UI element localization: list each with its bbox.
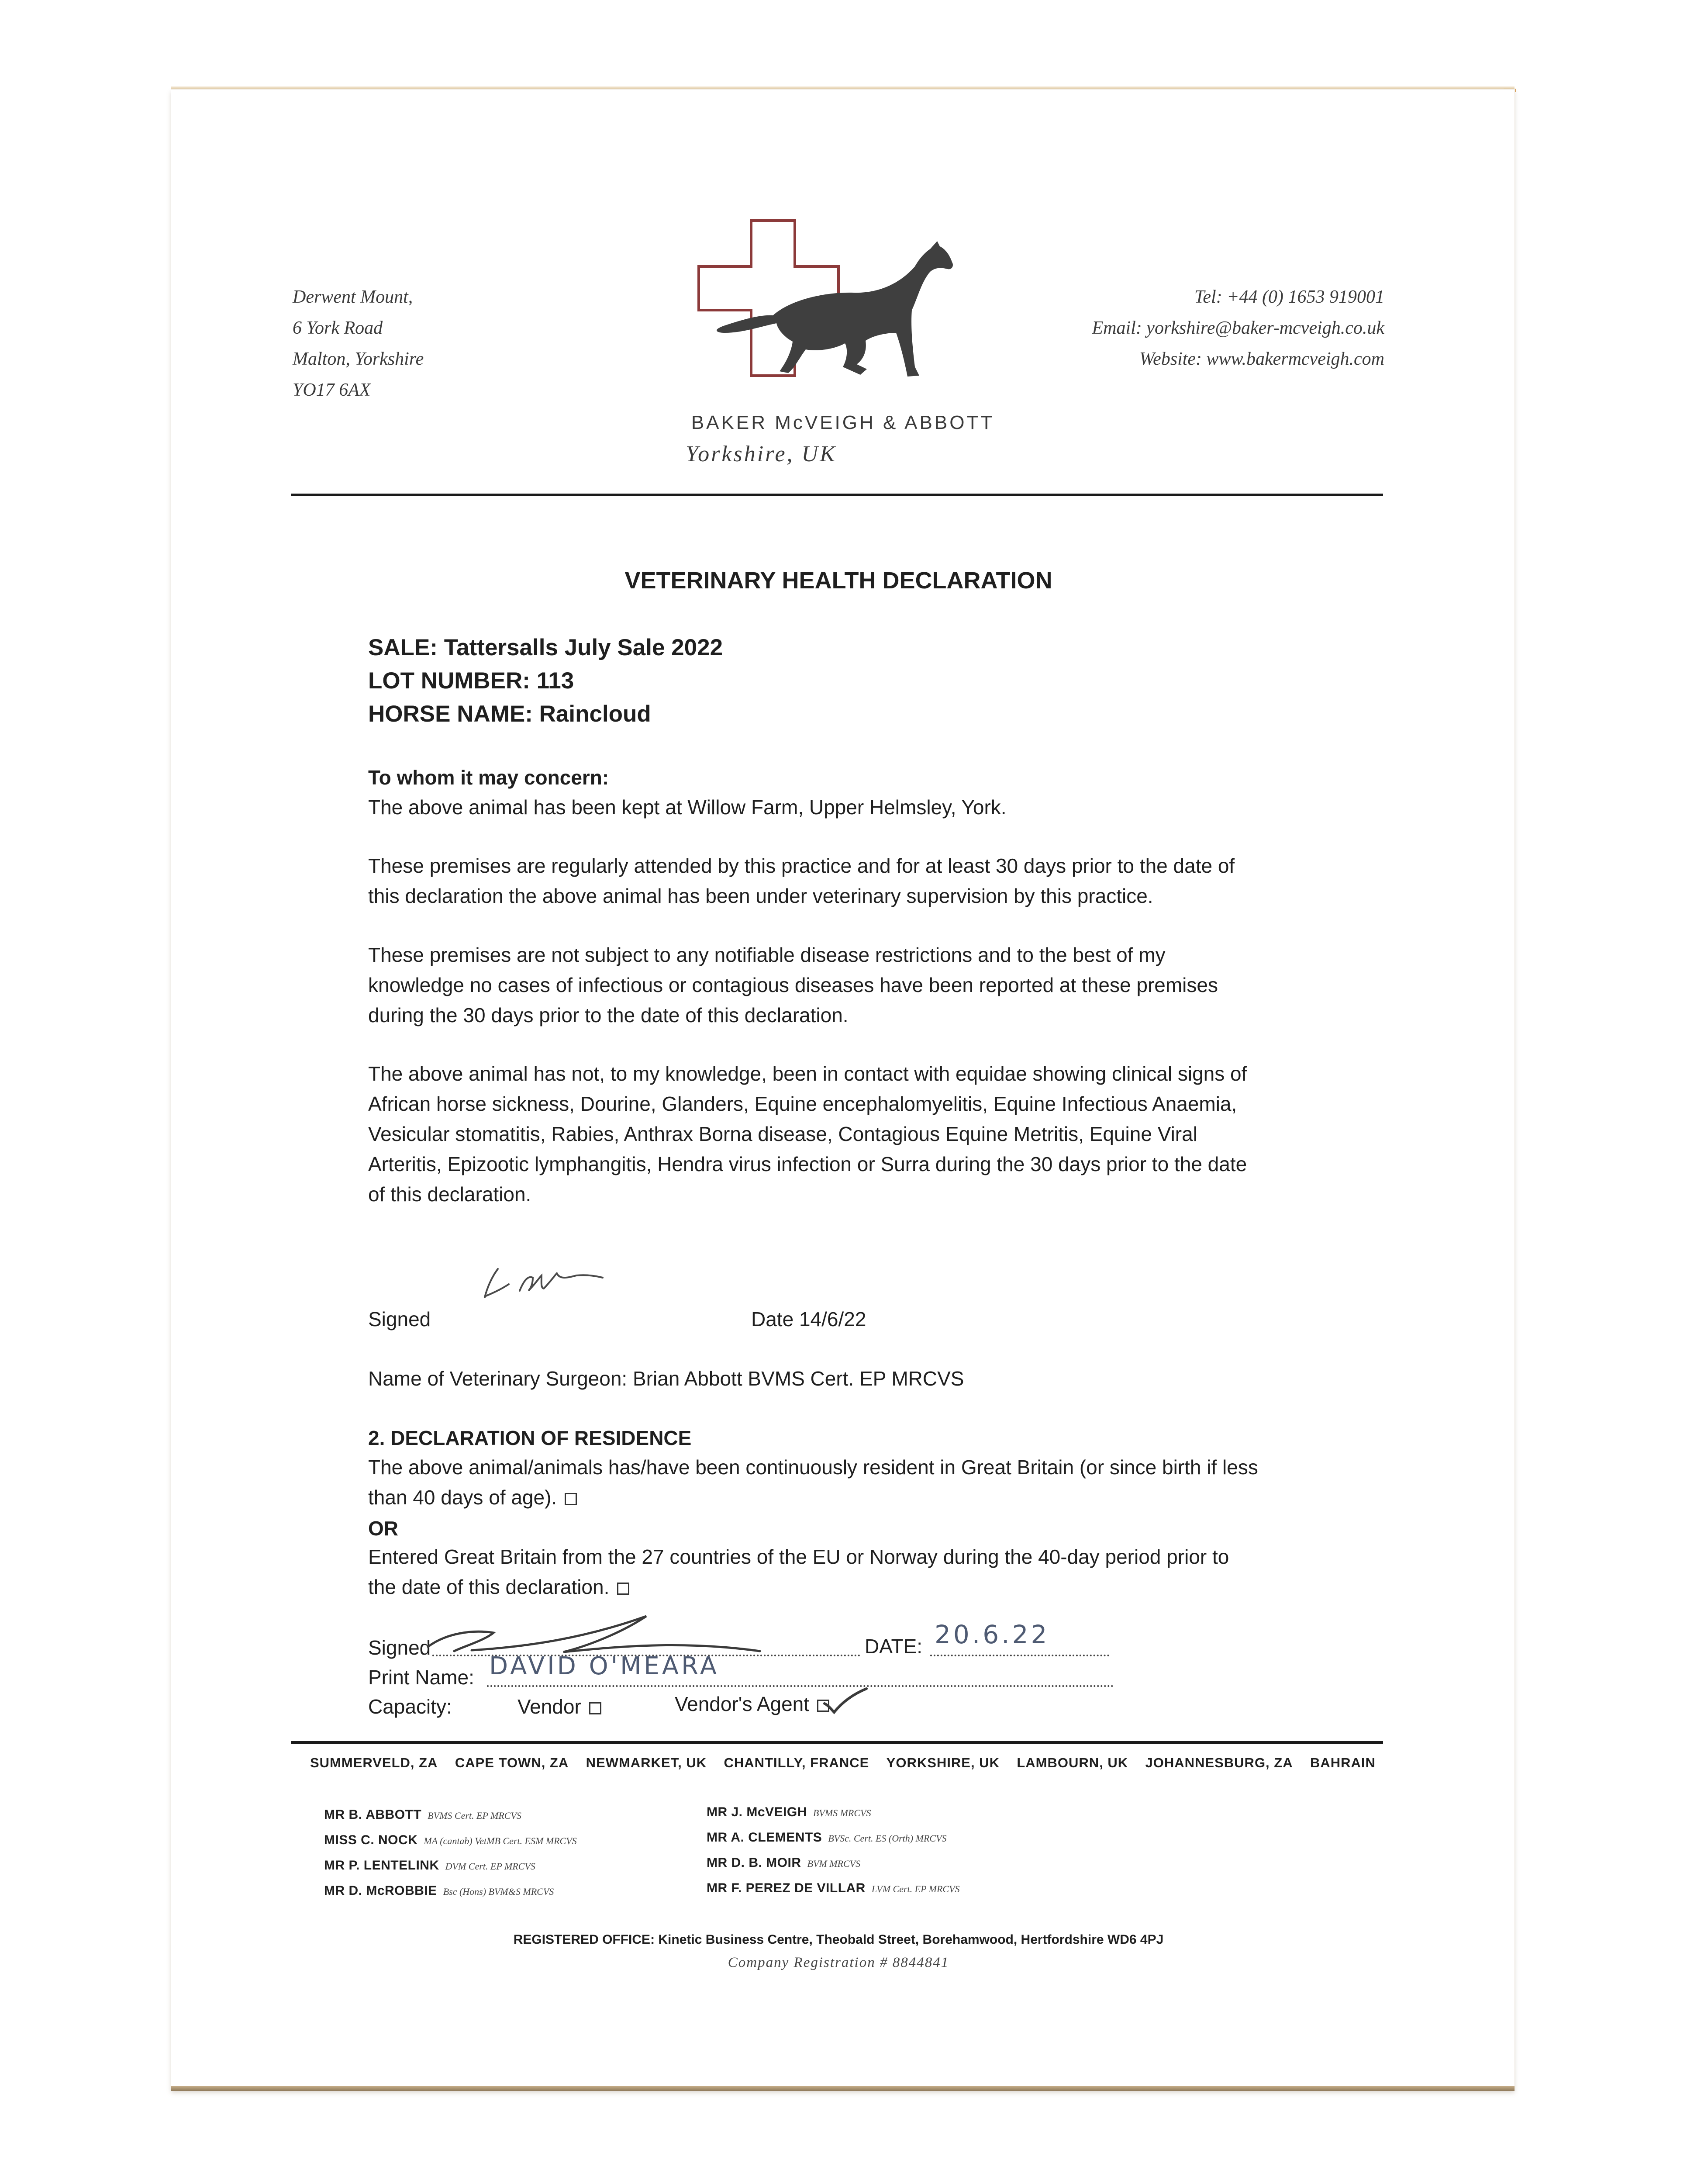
- brand-name: BAKER McVEIGH & ABBOTT: [691, 412, 995, 433]
- vendor-option: [517, 1692, 601, 1722]
- date-dotted-line: [930, 1655, 1109, 1656]
- address-line: Malton, Yorkshire: [293, 349, 424, 369]
- residence-option-continuous: [368, 1452, 1373, 1513]
- veterinary-surgeon-name: Name of Veterinary Surgeon: Brian Abbott BVMS Cert. EP MRCVS: [368, 1367, 964, 1390]
- staff-member: MR P. LENTELINK DVM Cert. EP MRCVS: [324, 1858, 535, 1873]
- office-location: NEWMARKET, UK: [586, 1755, 707, 1770]
- paragraph-line: this declaration the above animal has been under veterinary supervision by this practice.: [368, 885, 1153, 907]
- vendors-agent-option: [675, 1689, 829, 1719]
- vendor-signed-label: Signed: [368, 1636, 431, 1659]
- paper-bottom-edge: [171, 2086, 1515, 2091]
- contact-email: Email: yorkshire@baker-mcveigh.co.uk: [1092, 318, 1384, 338]
- veterinary-surgeon-signature: [467, 1258, 611, 1302]
- residence-heading: 2. DECLARATION OF RESIDENCE: [368, 1427, 692, 1449]
- header-rule: [291, 494, 1383, 496]
- company-registration: Company Registration # 8844841: [728, 1955, 949, 1970]
- office-location: CHANTILLY, FRANCE: [724, 1755, 869, 1770]
- paragraph-line: These premises are regularly attended by this practice and for at least 30 days prior to the date of: [368, 854, 1235, 877]
- letterhead-contact: [987, 282, 1384, 375]
- paragraph-premises-location: The above animal has been kept at Willow Farm, Upper Helmsley, York.: [368, 796, 1007, 819]
- paragraph-line: These premises are not subject to any notifiable disease restrictions and to the best of my: [368, 943, 1166, 966]
- office-location: JOHANNESBURG, ZA: [1145, 1755, 1293, 1770]
- staff-member: MISS C. NOCK MA (cantab) VetMB Cert. ESM MRCVS: [324, 1833, 577, 1847]
- paragraph-line: Vesicular stomatitis, Rabies, Anthrax Borna disease, Contagious Equine Metritis, Equine Viral: [368, 1123, 1197, 1145]
- page-title: VETERINARY HEALTH DECLARATION: [624, 567, 1052, 594]
- vendor-date-label: DATE:: [865, 1635, 923, 1658]
- contact-website: Website: www.bakermcveigh.com: [1139, 349, 1384, 369]
- sale-line: SALE: Tattersalls July Sale 2022: [368, 635, 723, 660]
- staff-member: MR F. PEREZ DE VILLAR LVM Cert. EP MRCVS: [707, 1881, 960, 1895]
- office-location: SUMMERVELD, ZA: [310, 1755, 438, 1770]
- staff-list-left: [324, 1802, 682, 1904]
- office-location: CAPE TOWN, ZA: [455, 1755, 569, 1770]
- vendor-date-value: 20.6.22: [935, 1620, 1050, 1649]
- vet-signed-label: Signed: [368, 1308, 431, 1330]
- sale-details: [368, 631, 1329, 731]
- vet-declaration-date: Date 14/6/22: [751, 1308, 866, 1330]
- address-line: Derwent Mount,: [293, 287, 413, 307]
- letterhead-address: [293, 282, 598, 406]
- salutation: To whom it may concern:: [368, 766, 609, 789]
- paper-top-edge: [171, 86, 1515, 89]
- address-line: YO17 6AX: [293, 380, 371, 400]
- staff-member: MR B. ABBOTT BVMS Cert. EP MRCVS: [324, 1807, 521, 1822]
- paragraph-line: African horse sickness, Dourine, Glanders, Equine encephalomyelitis, Equine Infectious Anaemia,: [368, 1092, 1237, 1115]
- print-name-value: DAVID O'MEARA: [489, 1652, 720, 1680]
- staff-member: MR D. B. MOIR BVM MRCVS: [707, 1856, 861, 1870]
- office-location: BAHRAIN: [1310, 1755, 1376, 1770]
- paragraph-supervision: [368, 851, 1373, 911]
- entered-gb-checkbox[interactable]: [617, 1583, 629, 1595]
- address-line: 6 York Road: [293, 318, 383, 338]
- staff-member: MR A. CLEMENTS BVSc. Cert. ES (Orth) MRCVS: [707, 1830, 947, 1845]
- checkmark-icon: [821, 1686, 869, 1717]
- brand-location: Yorkshire, UK: [686, 442, 837, 467]
- lot-number-line: LOT NUMBER: 113: [368, 668, 574, 694]
- paragraph-line: knowledge no cases of infectious or contagious diseases have been reported at these premises: [368, 974, 1218, 996]
- office-locations: [310, 1755, 1376, 1771]
- footer-rule: [291, 1741, 1383, 1744]
- capacity-label: Capacity:: [368, 1695, 452, 1718]
- print-name-dotted-line: [487, 1685, 1114, 1687]
- print-name-label: Print Name:: [368, 1666, 474, 1689]
- paragraph-line: The above animal has not, to my knowledge, been in contact with equidae showing clinical signs of: [368, 1062, 1247, 1085]
- paragraph-line: Entered Great Britain from the 27 countries of the EU or Norway during the 40-day period prior to: [368, 1545, 1229, 1568]
- paragraph-line: than 40 days of age).: [368, 1486, 557, 1509]
- staff-member: MR J. McVEIGH BVMS MRCVS: [707, 1805, 871, 1819]
- paragraph-line: of this declaration.: [368, 1183, 531, 1206]
- paragraph-disease-restrictions: [368, 940, 1373, 1030]
- vendor-checkbox[interactable]: [589, 1702, 601, 1714]
- contact-phone: Tel: +44 (0) 1653 919001: [1194, 287, 1384, 307]
- office-location: LAMBOURN, UK: [1017, 1755, 1128, 1770]
- staff-member: MR D. McROBBIE Bsc (Hons) BVM&S MRCVS: [324, 1883, 554, 1898]
- registered-office: REGISTERED OFFICE: Kinetic Business Centre, Theobald Street, Borehamwood, Hertfordshire WD6 4PJ: [513, 1932, 1164, 1947]
- continuous-residence-checkbox[interactable]: [565, 1493, 577, 1505]
- paragraph-line: The above animal/animals has/have been continuously resident in Great Britain (or since birth if less: [368, 1456, 1258, 1479]
- office-location: YORKSHIRE, UK: [886, 1755, 1000, 1770]
- paragraph-contact-equidae: [368, 1059, 1373, 1209]
- paragraph-line: during the 30 days prior to the date of this declaration.: [368, 1004, 849, 1026]
- residence-option-entered: [368, 1542, 1373, 1602]
- horse-name-line: HORSE NAME: Raincloud: [368, 701, 651, 727]
- cross-and-galloping-horse-icon: [694, 218, 956, 384]
- paragraph-line: the date of this declaration.: [368, 1576, 610, 1598]
- staff-list-right: [707, 1800, 1100, 1901]
- paragraph-line: Arteritis, Epizootic lymphangitis, Hendra virus infection or Surra during the 30 days prior to the date: [368, 1153, 1247, 1175]
- vendors-agent-label: Vendor's Agent: [675, 1693, 810, 1715]
- or-separator: OR: [368, 1517, 398, 1540]
- vendor-label: Vendor: [517, 1695, 581, 1718]
